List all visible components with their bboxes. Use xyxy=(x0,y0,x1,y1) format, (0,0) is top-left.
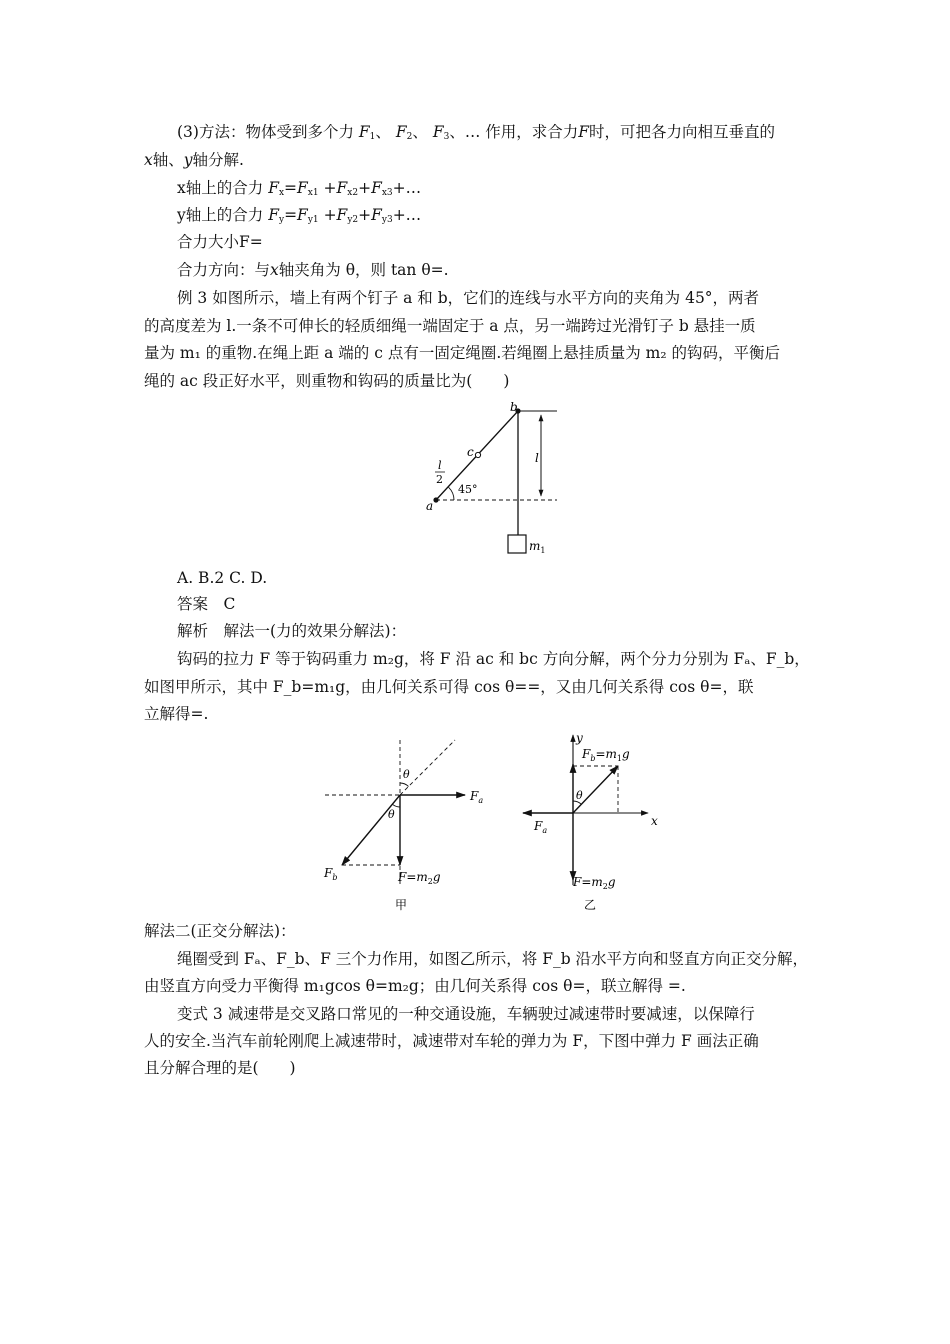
resultant-magnitude: 合力大小F= xyxy=(177,233,263,251)
angle-arc xyxy=(449,487,454,500)
method1-line-1: 钩码的拉力 F 等于钩码重力 m₂g，将 F 沿 ac 和 bc 方向分解，两个分力分别为 Fₐ、F_b， xyxy=(177,650,810,668)
figure-yi xyxy=(518,730,678,910)
figure-jia xyxy=(320,735,500,910)
example-3-line-1: 例 3 如图所示，墙上有两个钉子 a 和 b，它们的连线与水平方向的夹角为 45°，两者 xyxy=(177,289,760,307)
label-a: a xyxy=(426,499,434,513)
method1-line-3: 立解得=. xyxy=(144,705,209,723)
analysis-heading: 解析 解法一(力的效果分解法)： xyxy=(177,622,407,640)
answer-line: 答案 C xyxy=(177,595,236,613)
half-denominator: 2 xyxy=(436,473,443,486)
resultant-direction: 合力方向：与x轴夹角为 θ，则 tan θ=. xyxy=(177,261,449,279)
nail-a xyxy=(433,497,438,502)
variant-3-line-2: 人的安全.当汽车前轮刚爬上减速带时，减速带对车轮的弹力为 F，下图中弹力 F 画法正确 xyxy=(144,1032,759,1050)
angle-45-label: 45° xyxy=(458,483,478,496)
method-line-2: x轴、y轴分解. xyxy=(144,151,244,169)
label-fb: $F_b$ xyxy=(324,866,338,882)
theta-label: θ xyxy=(576,789,583,802)
nail-figure xyxy=(400,400,580,560)
example-3-line-2: 的高度差为 l.一条不可伸长的轻质细绳一端固定于 a 点，另一端跨过光滑钉子 b 悬挂一质 xyxy=(144,317,756,335)
label-c: c xyxy=(467,445,474,459)
method-line-1: (3)方法：物体受到多个力 $F_1$、 $F_2$、 $F_3$、… 作用，求合力F时，可把各力向相互垂直的 xyxy=(177,123,776,142)
method1-line-2: 如图甲所示，其中 F_b=m₁g，由几何关系可得 cos θ==，又由几何关系得 cos θ=，联 xyxy=(144,678,754,696)
caption-yi: 乙 xyxy=(584,898,597,912)
example-3-line-3: 量为 m₁ 的重物.在绳上距 a 端的 c 点有一固定绳圈.若绳圈上悬挂质量为 m₂ 的钩码，平衡后 xyxy=(144,344,781,362)
method2-heading: 解法二(正交分解法)： xyxy=(144,922,296,940)
example-3-line-4: 绳的 ac 段正好水平，则重物和钩码的质量比为( ) xyxy=(144,372,510,390)
y-resultant-line: y轴上的合力 $F_y=F_{y1}$ $+F_{y2}+F_{y3}+\dots$ xyxy=(177,206,422,225)
half-numerator: l xyxy=(438,459,442,472)
loop-c xyxy=(475,452,480,457)
label-x: x xyxy=(651,814,658,828)
caption-jia: 甲 xyxy=(395,898,408,912)
label-fa: $F_a$ xyxy=(534,819,548,835)
theta-mid: θ xyxy=(388,808,395,821)
variant-3-line-3: 且分解合理的是( ) xyxy=(144,1059,296,1077)
answer-options: A. B.2 C. D. xyxy=(177,569,268,587)
weight-box xyxy=(508,535,526,553)
method2-line-1: 绳圈受到 Fₐ、F_b、F 三个力作用，如图乙所示，将 F_b 沿水平方向和竖直方向正交分解， xyxy=(177,950,809,968)
label-f: $F=m_2g$ xyxy=(398,870,441,886)
label-m1: $m_1$ xyxy=(529,539,546,555)
label-y: y xyxy=(576,731,583,745)
method2-line-2: 由竖直方向受力平衡得 m₁gcos θ=m₂g；由几何关系得 cos θ=，联立解得 =. xyxy=(144,977,686,995)
variant-3-line-1: 变式 3 减速带是交叉路口常见的一种交通设施，车辆驶过减速带时要减速，以保障行 xyxy=(177,1005,755,1023)
force-fb-arrow xyxy=(342,795,400,865)
x-resultant-line: x轴上的合力 $F_x=F_{x1}$ $+F_{x2}+F_{x3}+\dots$ xyxy=(177,179,422,198)
label-b: b xyxy=(510,400,518,414)
label-f: $F=m_2g$ xyxy=(573,875,616,891)
theta-top: θ xyxy=(403,768,410,781)
label-l: l xyxy=(535,451,539,465)
label-fb: $F_b=m_1g$ xyxy=(582,747,630,763)
label-fa: $F_a$ xyxy=(470,789,484,805)
